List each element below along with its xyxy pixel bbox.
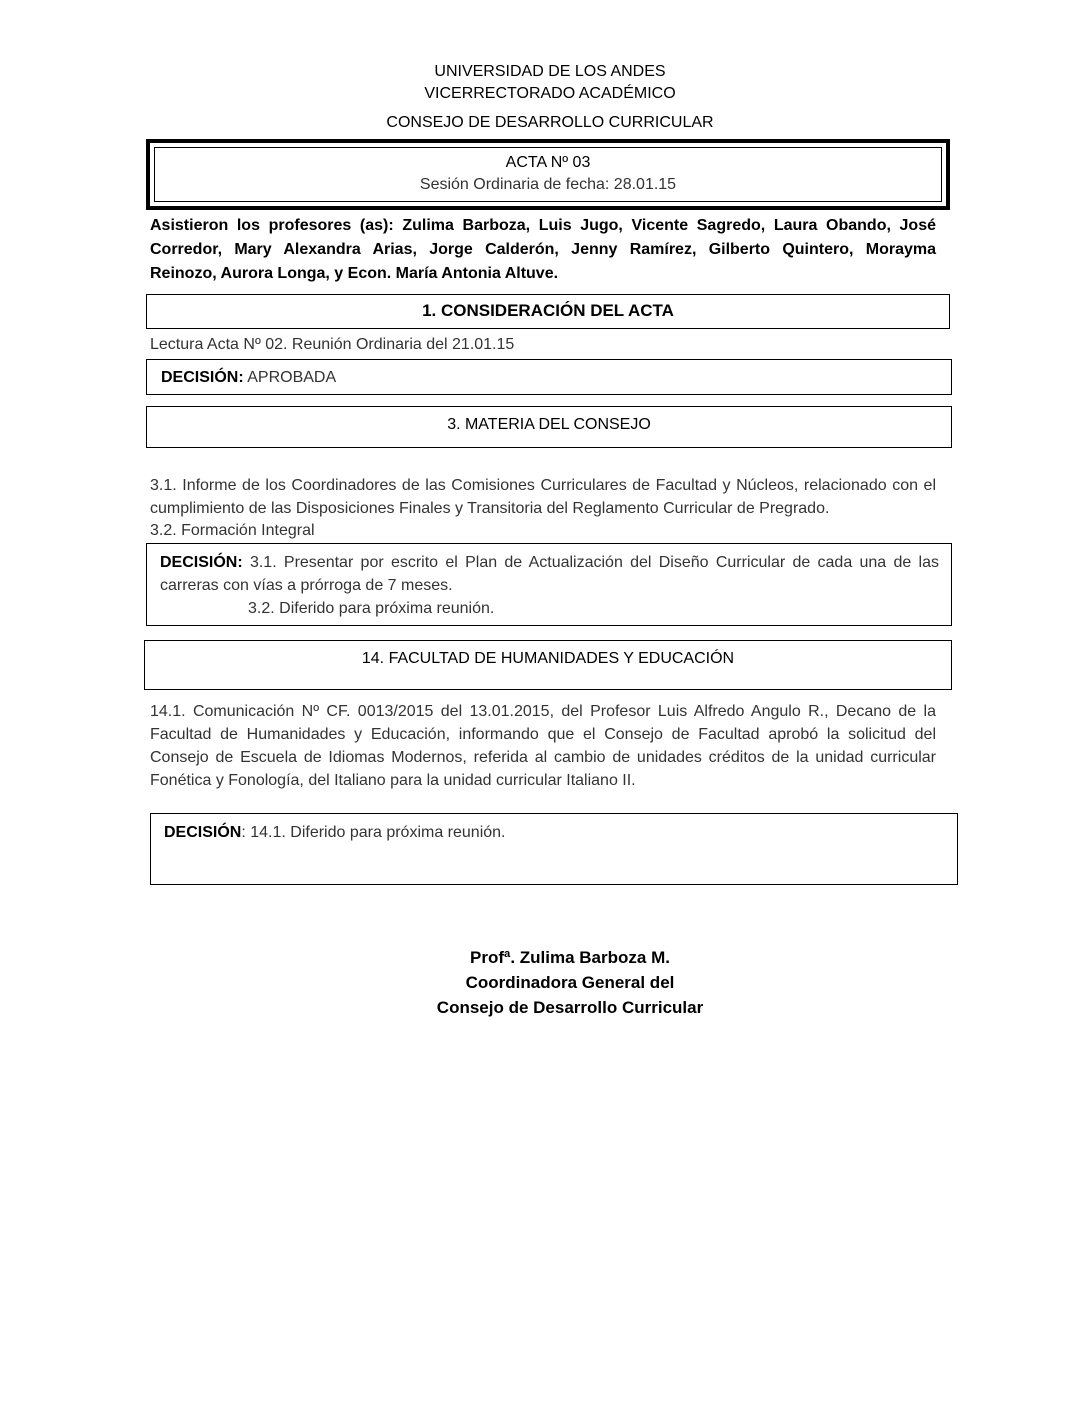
acta-number: ACTA Nº 03 bbox=[505, 154, 591, 171]
section3-decision-line: DECISIÓN: 3.1. Presentar por escrito el Plan de Actualización del Diseño Curricular de cada una de las bbox=[160, 554, 939, 571]
section14-item-line: Fonética y Fonología, del Italiano para la unidad curricular Italiano II. bbox=[150, 772, 636, 789]
attendance-line: Reinozo, Aurora Longa, y Econ. María Antonia Altuve. bbox=[150, 265, 559, 282]
section14-item-line: Facultad de Humanidades y Educación, informando que el Consejo de Facultad aprobó la solicitud del bbox=[150, 726, 936, 743]
section1-reading: Lectura Acta Nº 02. Reunión Ordinaria del 21.01.15 bbox=[150, 336, 515, 353]
decision-value: : 14.1. Diferido para próxima reunión. bbox=[241, 824, 506, 841]
attendance-line: Asistieron los profesores (as): Zulima Barboza, Luis Jugo, Vicente Sagredo, Laura Obando, José bbox=[150, 217, 936, 234]
section3-title: 3. MATERIA DEL CONSEJO bbox=[447, 416, 651, 433]
section3-item1-line: 3.1. Informe de los Coordinadores de las Comisiones Curriculares de Facultad y Núcleos, relacionado con el bbox=[150, 477, 936, 494]
university-name: UNIVERSIDAD DE LOS ANDES bbox=[434, 63, 666, 80]
signature-name: Profª. Zulima Barboza M. bbox=[470, 948, 670, 967]
section1-title: 1. CONSIDERACIÓN DEL ACTA bbox=[422, 301, 674, 320]
decision-value: APROBADA bbox=[243, 369, 337, 386]
section3-item1 bbox=[150, 474, 936, 520]
section14-item-line: Consejo de Escuela de Idiomas Modernos, referida al cambio de unidades créditos de la unidad curricular bbox=[150, 749, 936, 766]
section3-decision-box bbox=[146, 543, 952, 626]
section1-header bbox=[146, 294, 950, 329]
attendance-line: Corredor, Mary Alexandra Arias, Jorge Calderón, Jenny Ramírez, Gilberto Quintero, Morayma bbox=[150, 241, 936, 258]
section14-decision-box bbox=[150, 813, 958, 885]
section3-decision bbox=[160, 551, 939, 620]
section14-header bbox=[144, 640, 952, 690]
section14-title: 14. FACULTAD DE HUMANIDADES Y EDUCACIÓN bbox=[361, 650, 735, 667]
acta-box bbox=[146, 139, 950, 210]
signature-role1: Coordinadora General del bbox=[465, 973, 675, 992]
section3-decision-line: carreras con vías a prórroga de 7 meses. bbox=[160, 577, 453, 594]
section14-item-line: 14.1. Comunicación Nº CF. 0013/2015 del 13.01.2015, del Profesor Luis Alfredo Angulo R., Decano de la bbox=[150, 703, 936, 720]
consejo-name: CONSEJO DE DESARROLLO CURRICULAR bbox=[386, 114, 714, 131]
section3-header bbox=[146, 406, 952, 448]
decision-label: DECISIÓN: bbox=[160, 554, 243, 571]
signature-role2: Consejo de Desarrollo Curricular bbox=[436, 998, 704, 1017]
section14-item bbox=[150, 700, 936, 792]
vicerrectorado-name: VICERRECTORADO ACADÉMICO bbox=[424, 85, 676, 102]
section3-decision-line: 3.2. Diferido para próxima reunión. bbox=[248, 600, 495, 617]
decision-label: DECISIÓN bbox=[164, 824, 242, 841]
attendance-paragraph bbox=[150, 214, 936, 286]
acta-session: Sesión Ordinaria de fecha: 28.01.15 bbox=[419, 176, 677, 193]
section3-item2: 3.2. Formación Integral bbox=[150, 522, 315, 539]
section3-item1-line: cumplimiento de las Disposiciones Finales y Transitoria del Reglamento Curricular de Pregrado. bbox=[150, 500, 830, 517]
section14-decision bbox=[164, 822, 505, 844]
section1-decision bbox=[161, 367, 336, 389]
decision-label: DECISIÓN: bbox=[161, 369, 244, 386]
section1-decision-box bbox=[146, 359, 952, 395]
